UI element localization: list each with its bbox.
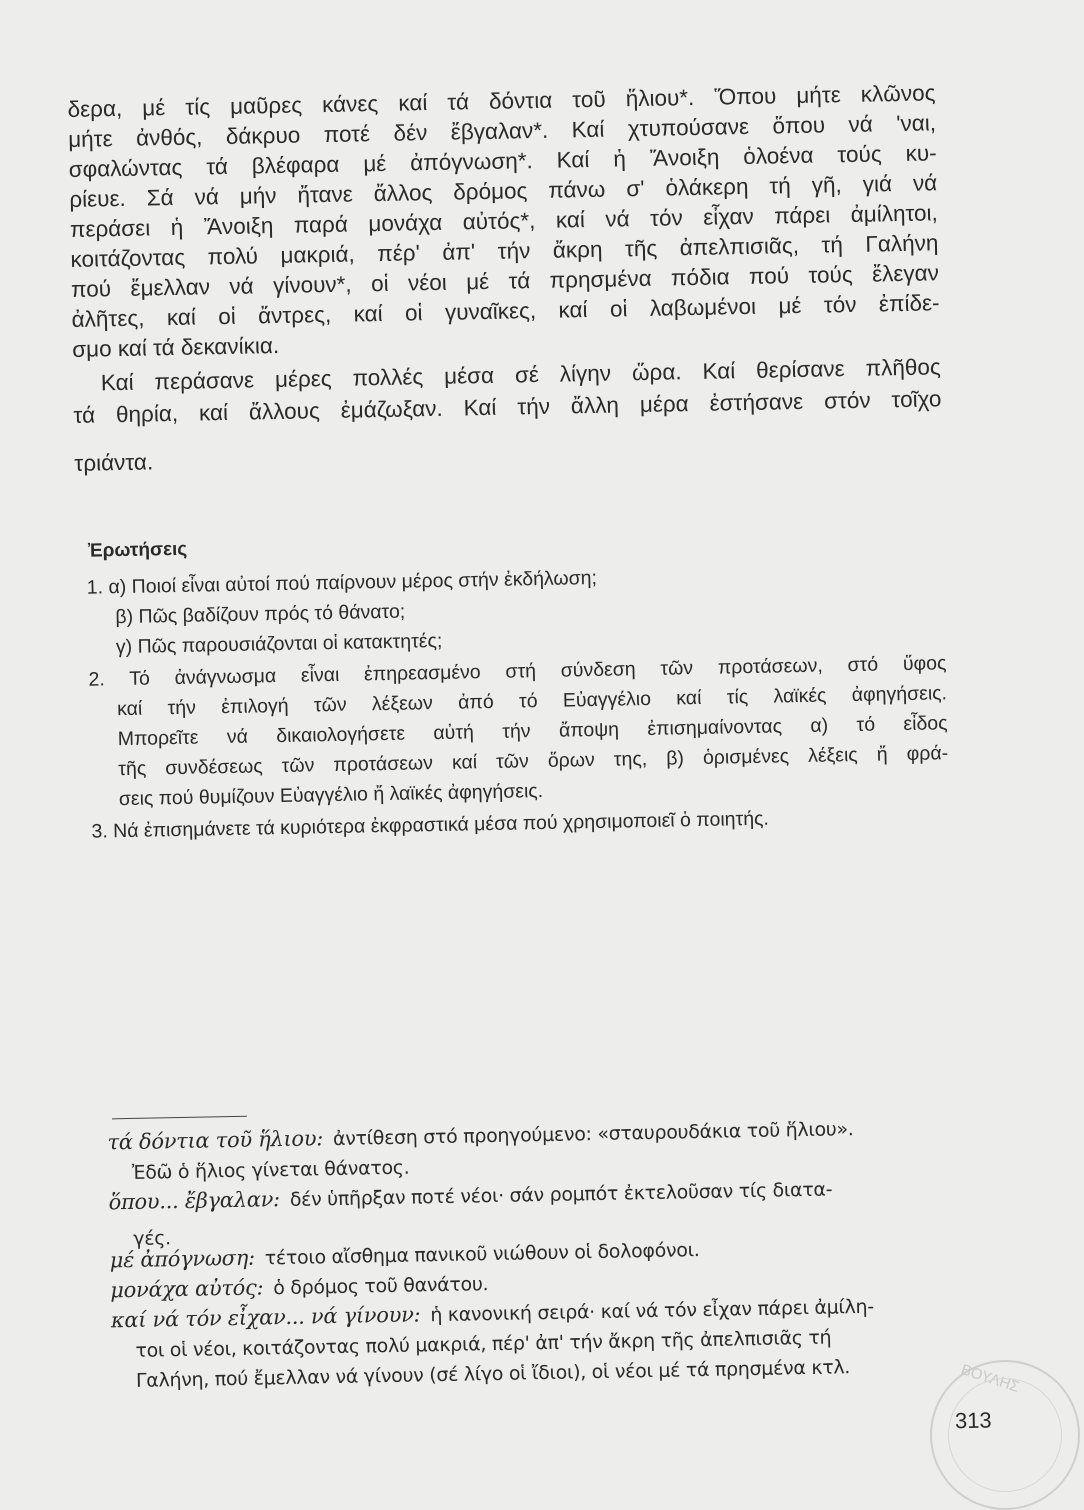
footnote [107,1116,854,1154]
body-line: ρίευε. Σά νά μήν ἤτανε ἄλλος δρόμος πάνω σ' ὁλάκερη τή γῆ, γιά νά [69,170,938,212]
library-stamp [930,1360,1080,1510]
body-line: κοιτάζοντας πολύ μακριά, πέρ' ἀπ' τήν ἄκρη τῆς ἀπελπισιᾶς, τή Γαλήνη [70,230,939,272]
footnote-text: ἀντίθεση στό προηγούμενο: «σταυρουδάκια τοῦ ἥλιου». [332,1118,854,1151]
body-line: πού ἔμελλαν νά γίνουν*, οἱ νέοι μέ τά πρησμένα πόδια πού τούς ἔλεγαν [70,260,940,302]
body-line: ἀλῆτες, καί οἱ ἄντρες, καί οἱ γυναῖκες, καί οἱ λαβωμένοι μέ τόν ἐπίδε- [71,290,940,332]
body-line: περάσει ἡ Ἄνοιξη παρά μονάχα αὐτός*, καί νά τόν εἶχαν πάρει ἀμίλητοι, [69,200,939,242]
footnote-divider [112,1116,247,1120]
question-line: 1. α) Ποιοί εἶναι αὐτοί πού παίρνουν μέρος στήν ἐκδήλωση; [86,566,598,599]
footnote-continuation: γές. [133,1227,172,1250]
question-line: 2. Τό ἀνάγνωσμα εἶναι ἐπηρεασμένο στή σύνδεση τῶν προτάσεων, στό ὕφος [88,652,947,691]
footnote-continuation: Γαλήνη, πού ἔμελλαν νά γίνουν (σέ λίγο οἱ ἴδιοι), οἱ νέοι μέ τά πρησμένα κτλ. [135,1356,851,1392]
body-line: τά θηρία, καί ἄλλους ἐμάζωξαν. Καί τήν ἄλλη μέρα ἐστήσανε στόν τοῖχο [73,386,942,428]
footnote-text: τέτοιο αἴσθημα πανικοῦ νιώθουν οἱ δολοφόνοι. [264,1239,700,1270]
body-line: Καί περάσανε μέρες πολλές μέσα σέ λίγην ὥρα. Καί θερίσανε πλῆθος [100,354,941,396]
footnote-term: μέ ἀπόγνωση: [109,1245,255,1273]
body-line: δερα, μέ τίς μαῦρες κάνες καί τά δόντια τοῦ ἥλιου*. Ὅπου μήτε κλῶνος [67,80,936,122]
body-line: σμο καί τά δεκανίκια. [71,332,280,362]
footnote [109,1237,699,1272]
footnote-term: μονάχα αὐτός: [110,1275,264,1303]
footnote-term: καί νά τόν εἶχαν... νά γίνουν: [110,1302,421,1333]
question-line: β) Πῶς βαδίζουν πρός τό θάνατο; [115,600,406,629]
body-line: τριάντα. [74,449,154,476]
footnote-term: ὅπου... ἔβγαλαν: [108,1187,281,1215]
question-line: 3. Νά ἐπισημάνετε τά κυριότερα ἐκφραστικά μέσα πού χρησιμοποιεῖ ὁ ποιητής. [91,807,770,843]
footnote [110,1271,488,1302]
footnote-text: δέν ὑπῆρξαν ποτέ νέοι· σάν ρομπότ ἐκτελοῦσαν τίς διατα- [289,1178,833,1211]
document-page [47,51,1037,1449]
footnote-text: ἡ κανονική σειρά· καί νά τόν εἶχαν πάρει ἀμίλη- [430,1295,875,1327]
stamp-text: ΒΟΥΛΗΣ [958,1361,1022,1396]
question-line: σεις πού θυμίζουν Εὐαγγέλιο ἤ λαϊκές ἀφηγήσεις. [118,779,544,811]
footnote-text: ὁ δρόμος τοῦ θανάτου. [273,1273,489,1300]
question-line: καί τήν ἐπιλογή τῶν λέξεων ἀπό τό Εὐαγγέλιο καί τίς λαϊκές ἀφηγήσεις. [116,682,948,721]
page-number: 313 [954,1407,992,1434]
footnote-continuation: τοι οἱ νέοι, κοιτάζοντας πολύ μακριά, πέρ' ἀπ' τήν ἄκρη τῆς ἀπελπισιᾶς τή [135,1326,832,1362]
questions-heading: Ἐρωτήσεις [87,538,188,562]
question-line: γ) Πῶς παρουσιάζονται οἱ κατακτητές; [115,629,443,659]
footnote-continuation: Ἐδῶ ὁ ἥλιος γίνεται θάνατος. [131,1156,410,1184]
footnote-term: τά δόντια τοῦ ἥλιου: [107,1126,324,1155]
body-line: σφαλώντας τά βλέφαρα μέ ἀπόγνωση*. Καί ἡ Ἄνοιξη ὁλοένα τούς κυ- [68,140,937,182]
question-line: Μπορεῖτε νά δικαιολογήσετε αὐτή τήν ἄποψη ἐπισημαίνοντας α) τό εἶδος [117,712,948,751]
body-line: μήτε ἀνθός, δάκρυο ποτέ δέν ἔβγαλαν*. Καί χτυπούσανε ὅπου νά 'ναι, [67,110,937,152]
question-line: τῆς συνδέσεως τῶν προτάσεων καί τῶν ὅρων της, β) ὁρισμένες λέξεις ἤ φρά- [118,742,949,781]
